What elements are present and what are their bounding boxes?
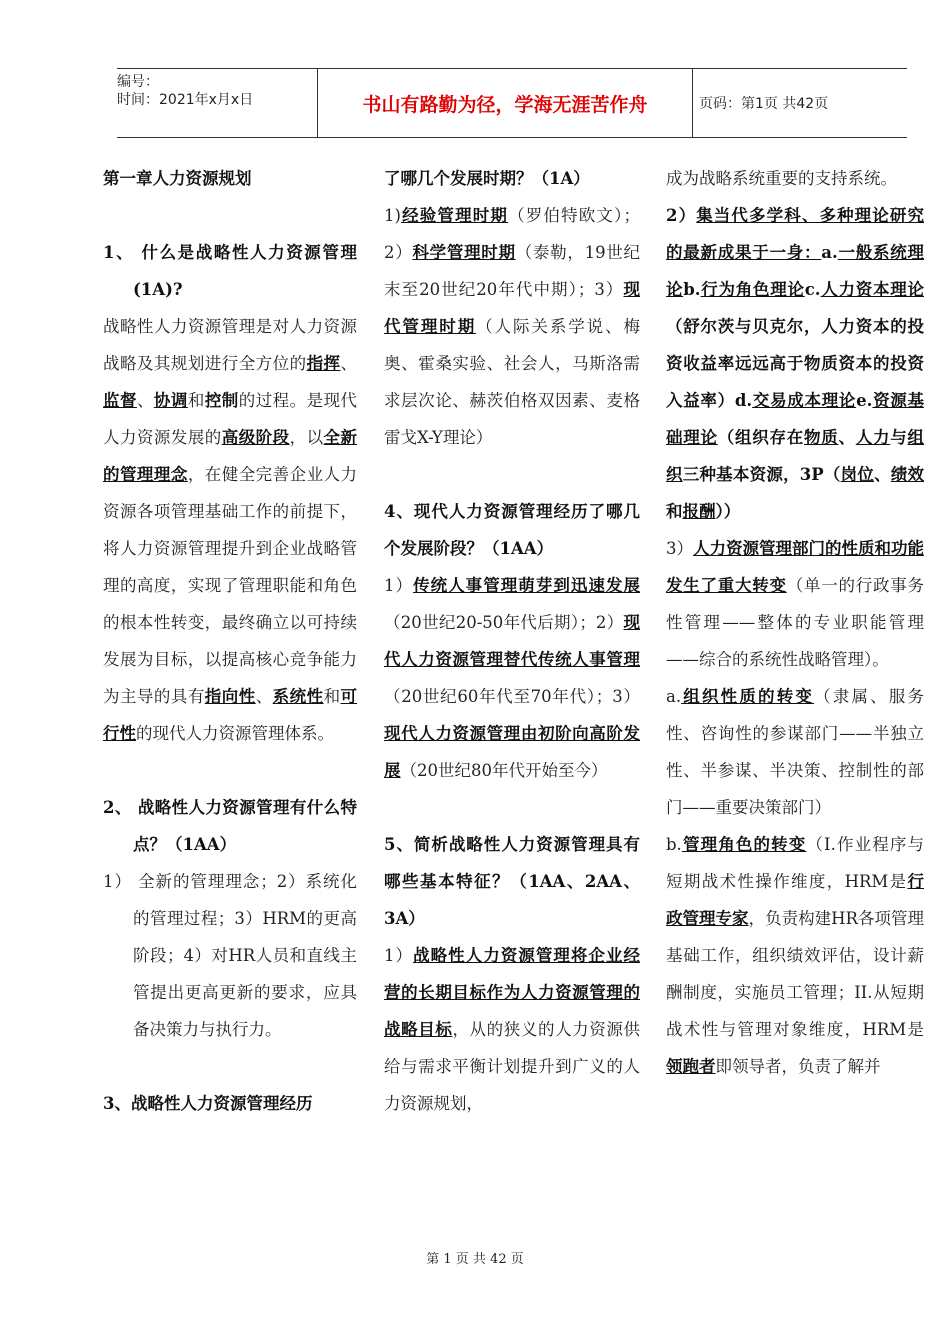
question-3-answer: 1)经验管理时期（罗伯特欧文）；2）科学管理时期（泰勒，19世纪末至20世纪20年代中期）；3）现代管理时期（人际关系学说、梅奥、霍桑实验、社会人，马斯洛需求层次论、赫茨伯格双因素、麦格雷戈X-Y理论）	[384, 206, 641, 447]
question-2-answer: 1） 全新的管理理念；2）系统化的管理过程；3）HRM的更高阶段；4）对HR人员和直线主管提出更高更新的要求，应具备决策力与执行力。	[103, 872, 357, 1039]
question-5-answer: 1）战略性人力资源管理将企业经营的长期目标作为人力资源管理的战略目标，从的狭义的人力资源供给与需求平衡计划提升到广义的人力资源规划，	[384, 946, 641, 1113]
column-1	[103, 160, 357, 1122]
question-3-title-cont: 了哪几个发展时期？（1A）	[384, 169, 590, 188]
point-2: 2）集当代多学科、多种理论研究的最新成果于一身：a.一般系统理论b.行为角色理论c.人力资本理论（舒尔茨与贝克尔，人力资本的投资收益率远远高于物质资本的投资入益率）d.交易成本理论e.资源基础理论（组织存在物质、人力与组织三种基本资源，3P（岗位、绩效和报酬））	[666, 206, 925, 521]
column-2	[384, 160, 640, 1122]
point-3b: b.管理角色的转变（I.作业程序与短期战术性操作维度，HRM是行政管理专家，负责构建HR各项管理基础工作，组织绩效评估，设计薪酬制度，实施员工管理；II.从短期战术性与管理对象维度，HRM是领跑者即领导者，负责了解并	[666, 835, 925, 1076]
column-3	[666, 160, 924, 1085]
page-label: 页码：第1页 共42页	[699, 96, 829, 112]
answer-continued: 成为战略系统重要的支持系统。	[666, 169, 897, 188]
question-3-title: 3、战略性人力资源管理经历	[103, 1094, 313, 1113]
number-label: 编号：	[117, 74, 159, 90]
question-5-title: 5、简析战略性人力资源管理具有哪些基本特征？（1AA、2AA、3A）	[384, 835, 640, 928]
page-footer: 第 1 页 共 42 页	[426, 1252, 524, 1267]
page-header	[117, 68, 907, 138]
motto: 书山有路勤为径，学海无涯苦作舟	[317, 69, 693, 137]
header-left	[117, 69, 317, 141]
question-4-title: 4、现代人力资源管理经历了哪几个发展阶段？（1AA）	[384, 502, 640, 558]
question-4-answer: 1）传统人事管理萌芽到迅速发展（20世纪20-50年代后期）；2）现代人力资源管理替代传统人事管理（20世纪60年代至70年代）；3）现代人力资源管理由初阶向高阶发展（20世纪80年代开始至今）	[384, 576, 641, 780]
chapter-title: 第一章人力资源规划	[103, 169, 252, 188]
time-label: 时间：2021年x月x日	[117, 92, 254, 108]
question-1-title: 1、 什么是战略性人力资源管理(1A)?	[103, 243, 357, 299]
point-3: 3）人力资源管理部门的性质和功能发生了重大转变（单一的行政事务性管理——整体的专业职能管理——综合的系统性战略管理）。	[666, 539, 924, 669]
question-1-answer: 战略性人力资源管理是对人力资源战略及其规划进行全方位的指挥、监督、协调和控制的过程。是现代人力资源发展的高级阶段，以全新的管理理念，在健全完善企业人力资源各项管理基础工作的前提下，将人力资源管理提升到企业战略管理的高度，实现了管理职能和角色的根本性转变，最终确立以可持续发展为目标，以提高核心竞争能力为主导的具有指向性、系统性和可行性的现代人力资源管理体系。	[103, 317, 358, 743]
point-3a: a.组织性质的转变（隶属、服务性、咨询性的参谋部门——半独立性、半参谋、半决策、控制性的部门——重要决策部门）	[666, 687, 925, 817]
question-2-title: 2、 战略性人力资源管理有什么特点？（1AA）	[103, 798, 357, 854]
